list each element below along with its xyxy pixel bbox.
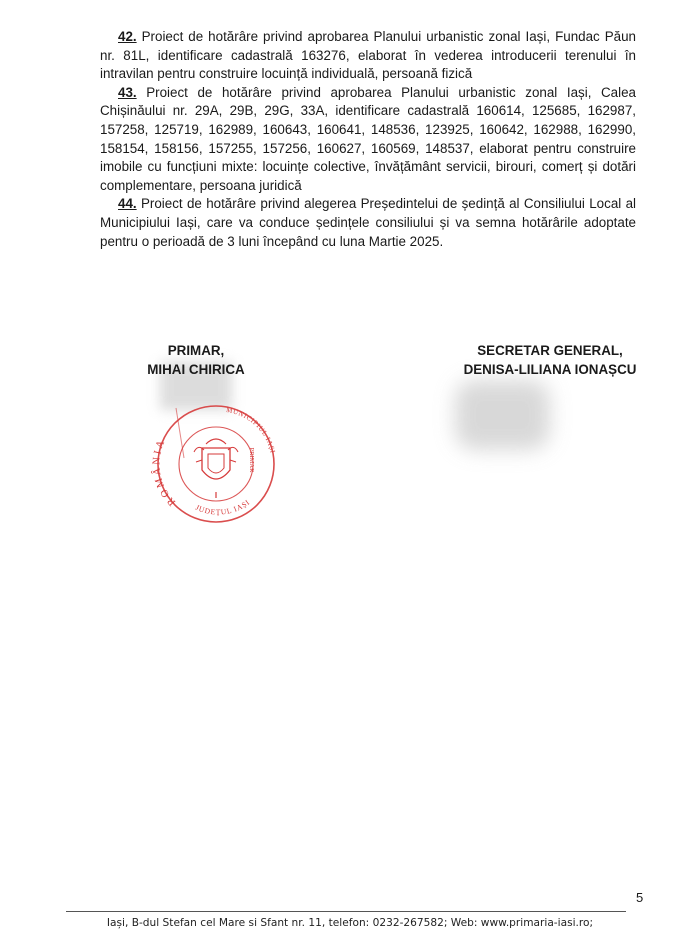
mayor-name: MIHAI CHIRICA <box>147 362 245 377</box>
seal-text-right: MUNICIPIUL IAȘI <box>225 405 277 455</box>
agenda-item-43 <box>100 84 636 196</box>
agenda-item-text: Proiect de hotărâre privind alegerea Președintelui de ședință al Consiliului Local al Municipiului Iași, care va conduce ședințele consiliului și va semna hotărârile adoptate pentru o perioadă de 3 luni începând cu luna Martie 2025. <box>100 196 636 249</box>
secretary-signature-block <box>440 341 660 379</box>
mayor-role: PRIMAR, <box>167 343 225 358</box>
agenda-item-text: Proiect de hotărâre privind aprobarea Planului urbanistic zonal Iași, Fundac Păun nr. 81L, identificare cadastrală 163276, elaborat în vederea introducerii terenului în intravilan pentru construire locuință individuală, persoană fizică <box>100 29 636 82</box>
agenda-item-number: 43. <box>118 84 137 100</box>
footer-divider <box>66 911 626 912</box>
agenda-item-number: 42. <box>118 29 137 44</box>
redacted-signature-right <box>455 380 550 450</box>
agenda-item-number: 44. <box>118 196 137 212</box>
seal-text-bottom: JUDEȚUL IAȘI <box>194 497 252 517</box>
official-seal-stamp <box>146 398 286 528</box>
agenda-item-text: Proiect de hotărâre privind aprobarea Planului urbanistic zonal Iași, Calea Chișinăului nr. 29A, 29B, 29G, 33A, identificare cadastrală 160614, 125685, 162987, 157258, 125719, 162989, 160643, 160641, 148536, 123925, 160642, 162988, 162990, 158154, 158156, 157255, 157256, 160627, 160569, 148537, elaborat pentru construire imobile cu funcțiuni mixte: locuințe colective, învățământ servicii, birouri, comerț și dotări complementare, persoana juridică <box>100 84 636 193</box>
secretary-role: SECRETAR GENERAL, <box>477 343 623 358</box>
footer-address: Iași, B-dul Stefan cel Mare si Sfant nr. 11, telefon: 0232-267582; Web: www.primaria-iasi.ro; <box>106 917 594 929</box>
agenda-list <box>100 28 636 251</box>
page-number: 5 <box>636 890 644 905</box>
seal-text-top: ROMÂNIA <box>151 436 179 508</box>
secretary-name: DENISA-LILIANA IONAȘCU <box>463 362 637 377</box>
mayor-signature-block <box>120 341 272 379</box>
agenda-item-44 <box>100 195 636 251</box>
agenda-item-42 <box>100 28 636 84</box>
seal-text-center: PRIMAR <box>248 447 255 473</box>
